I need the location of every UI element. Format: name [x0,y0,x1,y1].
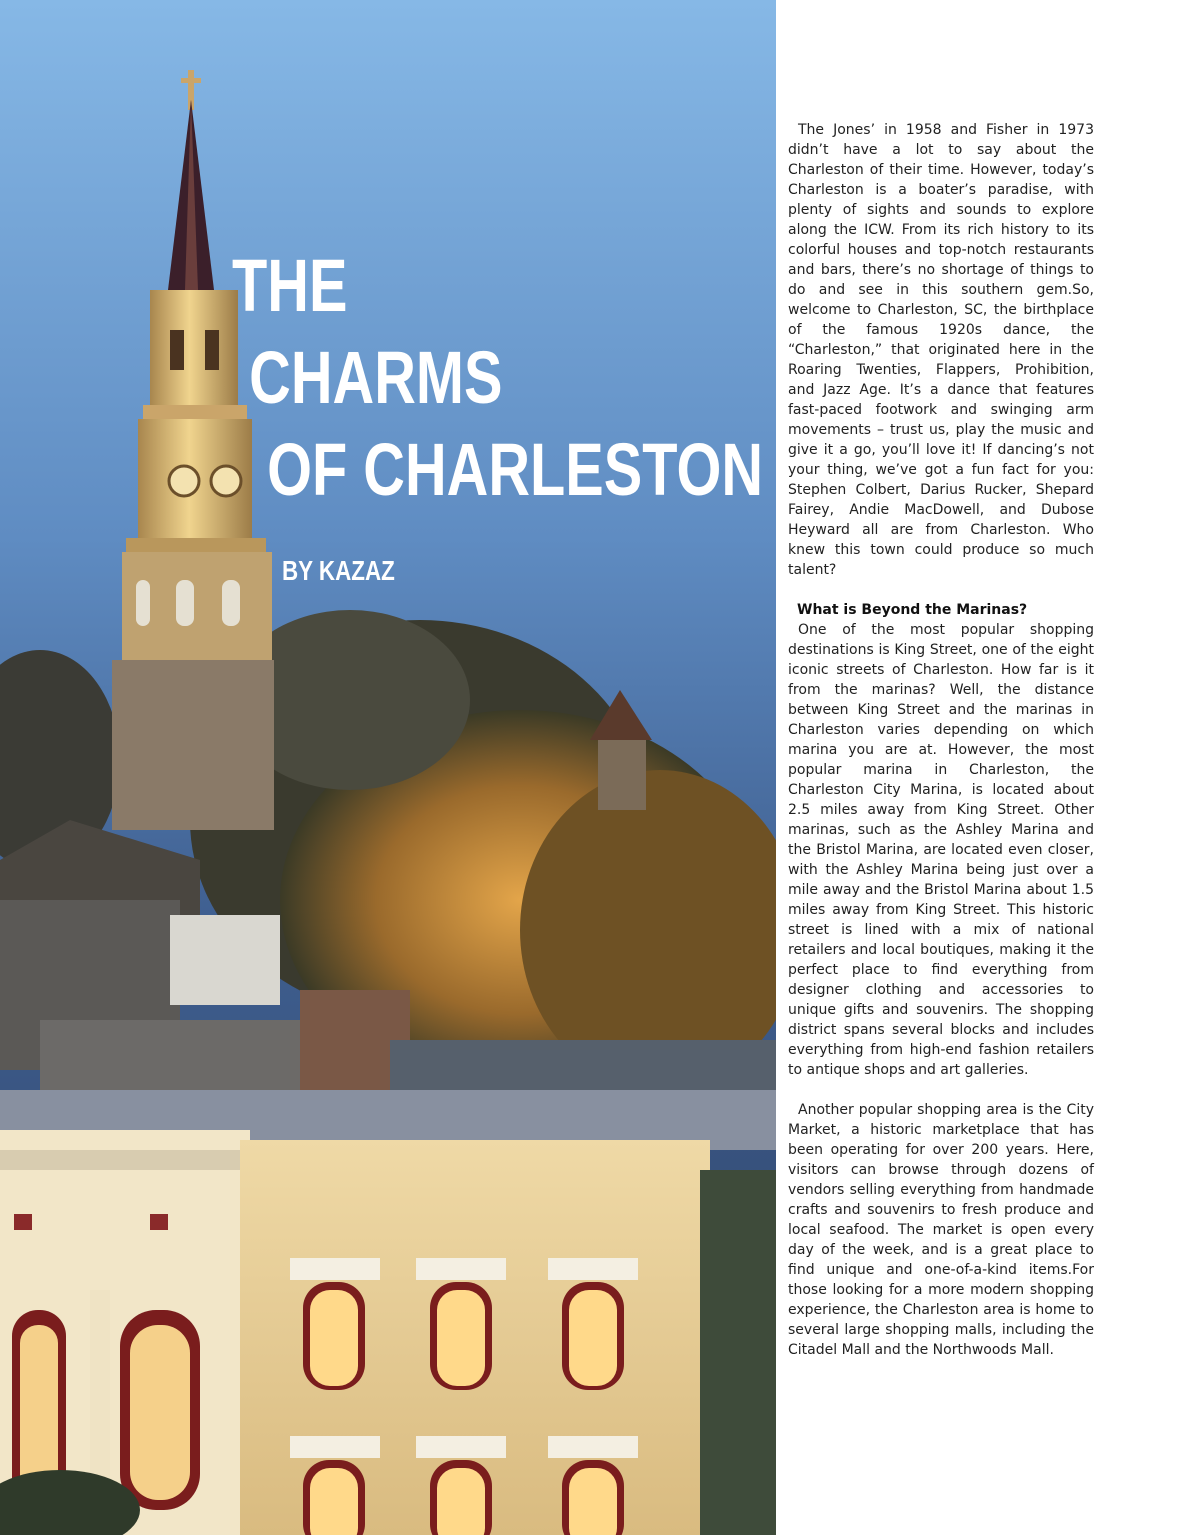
paragraph-spacer [788,1080,1094,1100]
lower-windows [290,1436,638,1535]
foreground-buildings [0,1130,776,1535]
article-paragraph-1: The Jones’ in 1958 and Fisher in 1973 didn’t have a lot to say about the Charleston of their time. However, today’s Charleston is a boater’s paradise, with plenty of sights and sounds to explore along the ICW. From its rich history to its colorful houses and top-notch restaurants and bars, there’s no shortage of things to do and see in this southern gem.So, welcome to Charleston, SC, the birthplace of the famous 1920s dance, the “Charleston,” that originated here in the Roaring Twenties, Flappers, Prohibition, and Jazz Age. It’s a dance that features fast-paced footwork and swinging arm movements – trust us, play the music and give it a go, you’ll love it! If dancing’s not your thing, we’ve got a fun fact for you: Stephen Colbert, Darius Rucker, Shepard Fairey, Andie MacDowell, and Dubose Heyward all are from Charleston. Who knew this town could produce so much talent? [788,122,1094,578]
article-paragraph-3: Another popular shopping area is the City Market, a historic marketplace that has been operating for over 200 years. Here, visitors can browse through dozens of vendors selling everything from handmade crafts and souvenirs to fresh produce and local seafood. The market is open every day of the week, and is a great place to find unique and one-of-a-kind items.For those looking for a more modern shopping experience, the Charleston area is home to several large shopping malls, including the Citadel Mall and the Northwoods Mall. [788,1102,1094,1358]
upper-windows [290,1258,638,1390]
section-heading: What is Beyond the Marinas? [797,602,1028,618]
paragraph-spacer [788,580,1094,600]
headline-line-1: THE [232,244,348,327]
byline: BY KAZAZ [282,555,395,586]
headline-line-3: OF CHARLESTON [267,428,764,511]
article-headline [232,240,763,516]
article-paragraph-2: One of the most popular shopping destinations is King Street, one of the eight iconic streets of Charleston. How far is it from the marinas? Well, the distance between King Street and the marinas in Charleston varies depending on which marina you are at. However, the most popular marina in Charleston, the Charleston City Marina, is located about 2.5 miles away from King Street. Other marinas, such as the Ashley Marina and the Bristol Marina, are located even closer, with the Ashley Marina being just over a mile away and the Bristol Marina about 1.5 miles away from King Street. This historic street is lined with a mix of national retailers and local boutiques, making it the perfect place to find everything from designer clothing and accessories to unique gifts and souvenirs. The shopping district spans several blocks and includes everything from high-end fashion retailers to antique shops and art galleries. [788,622,1094,1078]
article-body [788,120,1094,1360]
headline-line-2: CHARMS [249,336,503,419]
